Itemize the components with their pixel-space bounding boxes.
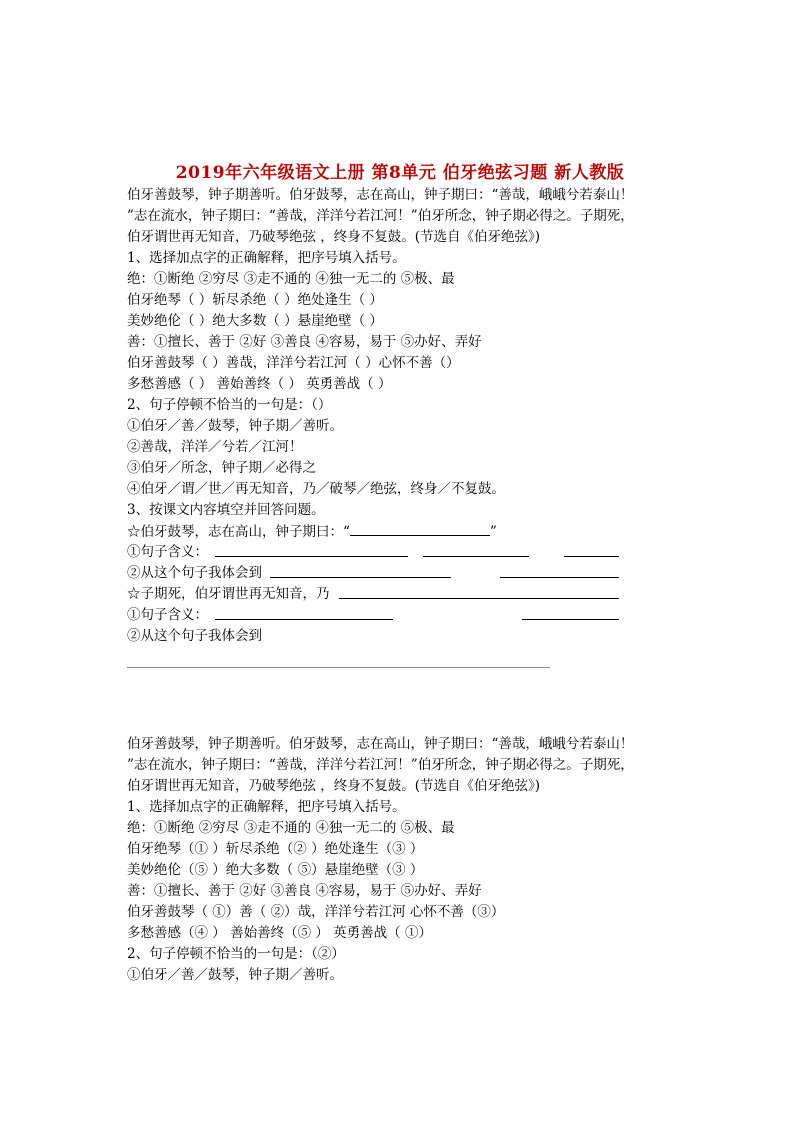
fill-sentence-1 <box>127 521 627 542</box>
answer-blank[interactable] <box>350 521 490 536</box>
answer-blank[interactable] <box>215 605 393 620</box>
fill-feeling-2: ②从这个句子我体会到 <box>127 628 262 644</box>
prompt-text: ②从这个句子我体会到 <box>127 565 262 581</box>
definition-jue: 绝：①断绝 ②穷尽 ③走不通的 ④独一无二的 ⑤极、最 <box>127 820 455 836</box>
option-3: ③伯牙／所念，钟子期／必得之 <box>127 460 316 476</box>
sentence-text: ☆伯牙鼓琴，志在高山，钟子期曰：“ <box>127 524 350 540</box>
fill-meaning-2 <box>127 605 627 626</box>
answer-blank[interactable] <box>522 605 619 620</box>
passage-line: ”志在流水，钟子期曰：“善哉，洋洋兮若江河！”伯牙所念，钟子期必得之。子期死， <box>127 757 634 773</box>
option-4: ④伯牙／谓／世／再无知音，乃／破琴／绝弦，终身／不复鼓。 <box>127 481 505 497</box>
question-3: 3、按课文内容填空并回答问题。 <box>127 502 325 518</box>
fill-sentence-2 <box>127 584 627 605</box>
answer-blank[interactable] <box>270 563 451 578</box>
exercise-section <box>127 185 634 647</box>
answer-row: 多愁善感（④ ） 善始善终（⑤ ） 英勇善战（ ①） <box>127 925 432 941</box>
answer-row: 伯牙善鼓琴（ ①）善（ ②）哉，洋洋兮若江河 心怀不善（③） <box>127 904 505 920</box>
fill-feeling-1 <box>127 563 627 584</box>
passage-line: ”志在流水，钟子期曰：“善哉，洋洋兮若江河！”伯牙所念，钟子期必得之。子期死， <box>127 208 634 224</box>
passage-line: 伯牙善鼓琴，钟子期善听。伯牙鼓琴，志在高山，钟子期曰：“善哉，峨峨兮若泰山！ <box>127 187 634 203</box>
page-title: 2019年六年级语文上册 第8单元 伯牙绝弦习题 新人教版 <box>175 163 625 183</box>
answer-section <box>127 734 634 986</box>
blank-row: 伯牙绝琴（ ）斩尽杀绝（ ）绝处逢生（ ） <box>127 292 383 308</box>
prompt-text: ①句子含义： <box>127 544 208 560</box>
option-2: ②善哉，洋洋／兮若／江河！ <box>127 439 303 455</box>
option-1: ①伯牙／善／鼓琴，钟子期／善听。 <box>127 967 343 983</box>
answer-blank[interactable] <box>339 584 619 599</box>
definition-shan: 善：①擅长、善于 ②好 ③善良 ④容易，易于 ⑤办好、弄好 <box>127 334 482 350</box>
definition-jue: 绝：①断绝 ②穷尽 ③走不通的 ④独一无二的 ⑤极、最 <box>127 271 455 287</box>
prompt-text: ①句子含义： <box>127 607 208 623</box>
passage-line: 伯牙谓世再无知音，乃破琴绝弦 ，终身不复鼓。(节选自《伯牙绝弦》) <box>127 778 541 794</box>
quote-close: ” <box>489 524 497 540</box>
question-1: 1、选择加点字的正确解释，把序号填入括号。 <box>127 250 406 266</box>
answer-row: 美妙绝伦（⑤ ）绝大多数（ ⑤）悬崖绝壁（③ ） <box>127 862 424 878</box>
definition-shan: 善：①擅长、善于 ②好 ③善良 ④容易，易于 ⑤办好、弄好 <box>127 883 482 899</box>
answer-blank[interactable] <box>423 542 529 557</box>
blank-row: 伯牙善鼓琴（ ）善哉，洋洋兮若江河（ ）心怀不善（） <box>127 355 460 371</box>
question-2: 2、句子停顿不恰当的一句是：（） <box>127 397 332 413</box>
answer-blank[interactable] <box>500 563 619 578</box>
blank-row: 多愁善感（ ） 善始善终（ ） 英勇善战（ ） <box>127 376 392 392</box>
blank-row: 美妙绝伦（ ）绝大多数（ ）悬崖绝壁（ ） <box>127 313 383 329</box>
answer-line[interactable] <box>127 667 550 668</box>
answer-blank[interactable] <box>215 542 408 557</box>
answer-blank[interactable] <box>564 542 619 557</box>
question-2: 2、句子停顿不恰当的一句是：（②） <box>127 946 345 962</box>
passage-line: 伯牙善鼓琴，钟子期善听。伯牙鼓琴，志在高山，钟子期曰：“善哉，峨峨兮若泰山！ <box>127 736 634 752</box>
option-1: ①伯牙／善／鼓琴，钟子期／善听。 <box>127 418 343 434</box>
sentence-text: ☆子期死，伯牙谓世再无知音，乃 <box>127 586 330 602</box>
question-1: 1、选择加点字的正确解释，把序号填入括号。 <box>127 799 406 815</box>
passage-line: 伯牙谓世再无知音，乃破琴绝弦 ，终身不复鼓。(节选自《伯牙绝弦》) <box>127 229 541 245</box>
fill-meaning-1 <box>127 542 627 563</box>
answer-row: 伯牙绝琴（① ）斩尽杀绝（② ）绝处逢生（③ ） <box>127 841 424 857</box>
